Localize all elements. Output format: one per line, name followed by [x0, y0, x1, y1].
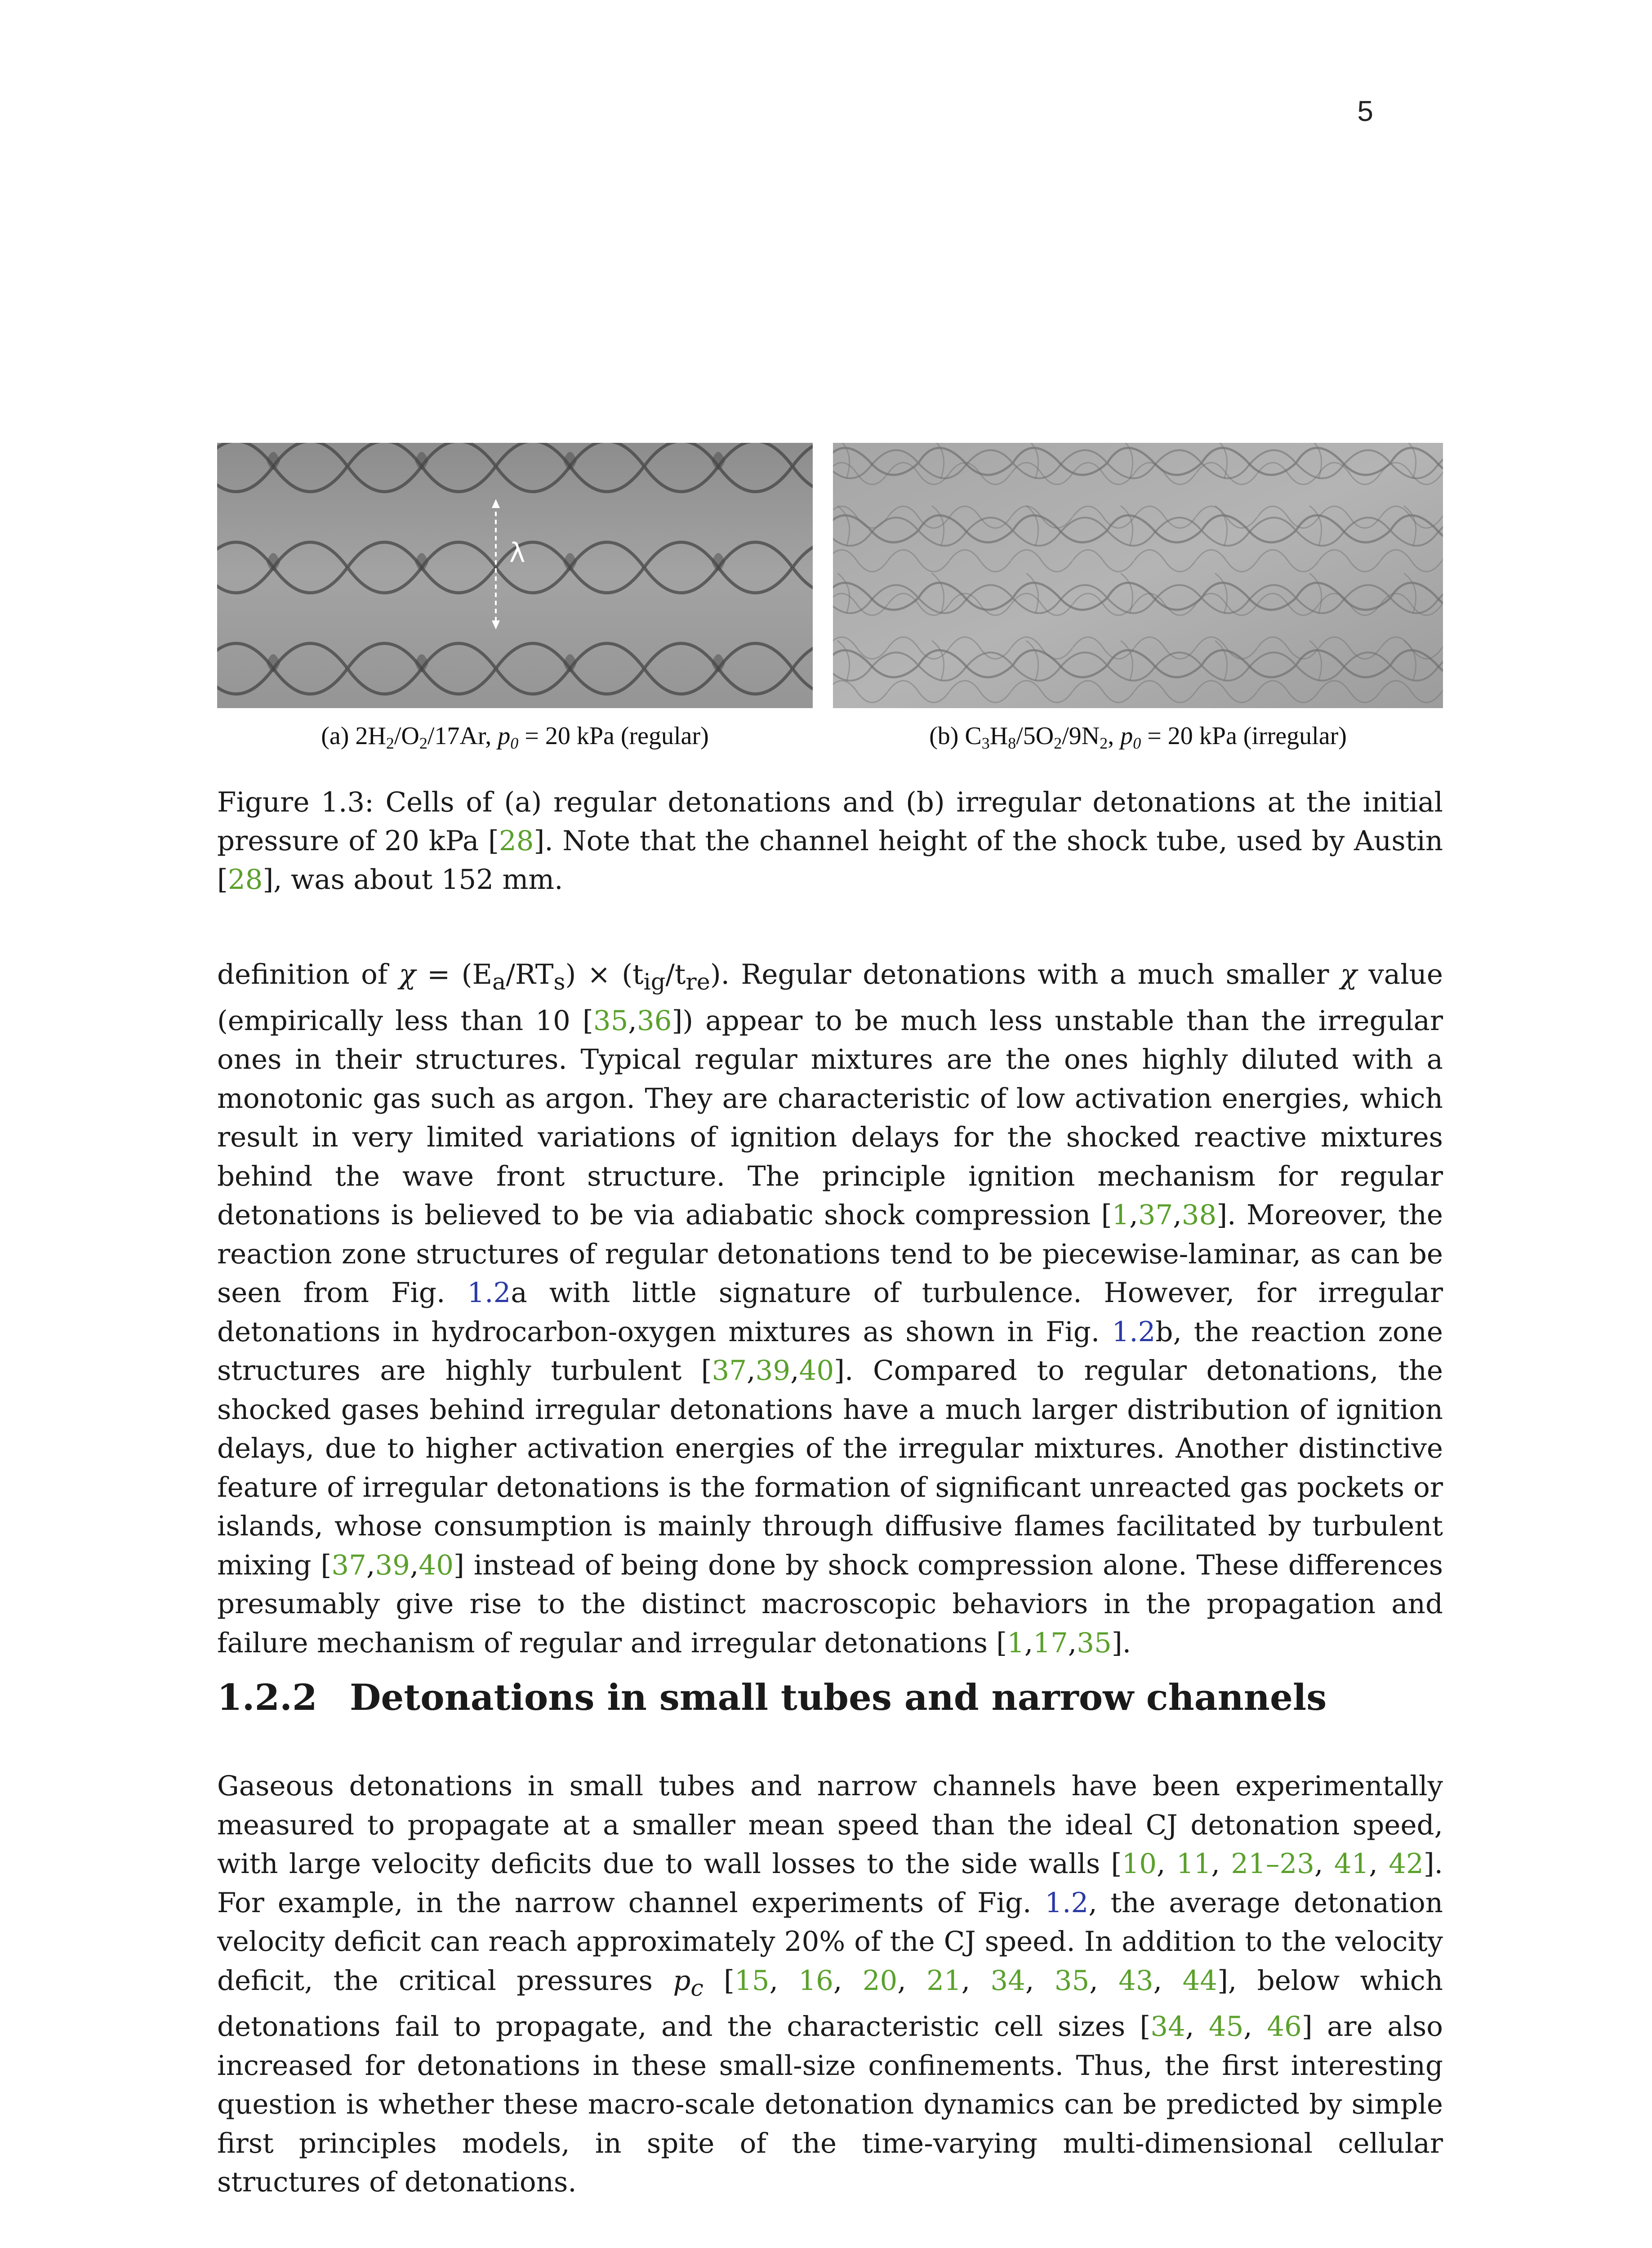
figure-reference-link[interactable]: 1.2	[467, 1277, 511, 1309]
citation-link[interactable]: 11	[1176, 1848, 1211, 1880]
figure-reference-link[interactable]: 1.2	[1112, 1316, 1156, 1348]
citation-link[interactable]: 21–23	[1231, 1848, 1314, 1880]
irregular-cell-image	[833, 443, 1443, 708]
page-number: 5	[1357, 95, 1373, 127]
citation-link[interactable]: 35	[1077, 1627, 1112, 1659]
section-number: 1.2.2	[217, 1676, 317, 1718]
citation-link[interactable]: 17	[1033, 1627, 1068, 1659]
citation-link[interactable]: 1	[1007, 1627, 1024, 1659]
citation-link[interactable]: 40	[799, 1355, 834, 1387]
citation-link[interactable]: 37	[331, 1549, 366, 1581]
subfigure-a-caption: (a) $2H_2/O_2/17Ar$, $p_0 = 20$ kPa (regular)	[321, 722, 709, 752]
citation-link[interactable]: 15	[734, 1964, 770, 1997]
citation-link[interactable]: 46	[1267, 2011, 1302, 2043]
citation-link[interactable]: 20	[862, 1964, 898, 1997]
citation-link[interactable]: 41	[1334, 1848, 1369, 1880]
citation-link[interactable]: 10	[1122, 1848, 1157, 1880]
citation-link[interactable]: 39	[375, 1549, 410, 1581]
section-title: Detonations in small tubes and narrow channels	[350, 1676, 1327, 1718]
section-heading	[217, 1676, 1327, 1718]
citation-link[interactable]: 35	[1054, 1964, 1090, 1997]
citation-link[interactable]: 28	[227, 864, 263, 896]
citation-link[interactable]: 37	[1138, 1199, 1173, 1231]
subfigure-b-caption: (b) $C_3H_8/5O_2/9N_2$, $p_0 = 20$ kPa (irregular)	[929, 722, 1347, 752]
body-paragraph: definition of $\chi = (E_a/RT_s) \times (t_{ig}/t_{re})$. Regular detonations with a much smaller χ value (empirically less than 10 [35,36]) appear to be much less unstable than the irregular ones in their structures. Typical regular mixtures are the ones highly diluted with a monotonic gas such as argon. They are characteristic of low activation energies, which result in very limited variations of ignition delays for the shocked reactive mixtures behind the wave front structure. The principle ignition mechanism for regular detonations is believed to be via adiabatic shock compression [1,37,38]. Moreover, the reaction zone structures of regular detonations tend to be piecewise-laminar, as can be seen from Fig. 1.2a with little signature of turbulence. However, for irregular detonations in hydrocarbon-oxygen mixtures as shown in Fig. 1.2b, the reaction zone structures are highly turbulent [37,39,40]. Compared to regular detonations, the shocked gases behind irregular detonations have a much larger distribution of ignition delays, due to higher activation energies of the irregular mixtures. Another distinctive feature of irregular detonations is the formation of significant unreacted gas pockets or islands, whose consumption is mainly through diffusive flames facilitated by turbulent mixing [37,39,40] instead of being done by shock compression alone. These differences presumably give rise to the distinct macroscopic behaviors in the propagation and failure mechanism of regular and irregular detonations [1,17,35].	[217, 959, 1443, 1659]
citation-link[interactable]: 45	[1208, 2011, 1244, 2043]
citation-link[interactable]: 35	[593, 1004, 628, 1037]
citation-link[interactable]: 37	[712, 1355, 747, 1387]
citation-link[interactable]: 39	[755, 1355, 791, 1387]
citation-link[interactable]: 28	[499, 825, 534, 857]
citation-link[interactable]: 44	[1182, 1964, 1218, 1997]
citation-link[interactable]: 38	[1181, 1199, 1217, 1231]
citation-link[interactable]: 40	[419, 1549, 454, 1581]
citation-link[interactable]: 1	[1112, 1199, 1130, 1231]
lambda-label: λ	[509, 537, 525, 569]
citation-link[interactable]: 43	[1118, 1964, 1153, 1997]
citation-link[interactable]: 36	[637, 1004, 672, 1037]
body-paragraph: Gaseous detonations in small tubes and narrow channels have been experimentally measured to propagate at a smaller mean speed than the ideal CJ detonation speed, with large velocity deficits due to wall losses to the side walls [10, 11, 21–23, 41, 42]. For example, in the narrow channel experiments of Fig. 1.2, the average detonation velocity deficit can reach approximately 20% of the CJ speed. In addition to the velocity deficit, the critical pressures $p_c$ [15, 16, 20, 21, 34, 35, 43, 44], below which detonations fail to propagate, and the characteristic cell sizes [34, 45, 46] are also increased for detonations in these small-size confinements. Thus, the first interesting question is whether these macro-scale detonation dynamics can be predicted by simple first principles models, in spite of the time-varying multi-dimensional cellular structures of detonations.	[217, 1770, 1443, 2199]
citation-link[interactable]: 34	[990, 1964, 1026, 1997]
figure-caption: Figure 1.3: Cells of (a) regular detonations and (b) irregular detonations at the initial pressure of 20 kPa [28]. Note that the channel height of the shock tube, used by Austin [28], was about 152 mm.	[217, 786, 1443, 896]
figure-reference-link[interactable]: 1.2	[1045, 1887, 1089, 1919]
citation-link[interactable]: 16	[798, 1964, 833, 1997]
citation-link[interactable]: 21	[926, 1964, 962, 1997]
regular-cell-image	[217, 443, 813, 708]
citation-link[interactable]: 42	[1389, 1848, 1424, 1880]
citation-link[interactable]: 34	[1150, 2011, 1185, 2043]
